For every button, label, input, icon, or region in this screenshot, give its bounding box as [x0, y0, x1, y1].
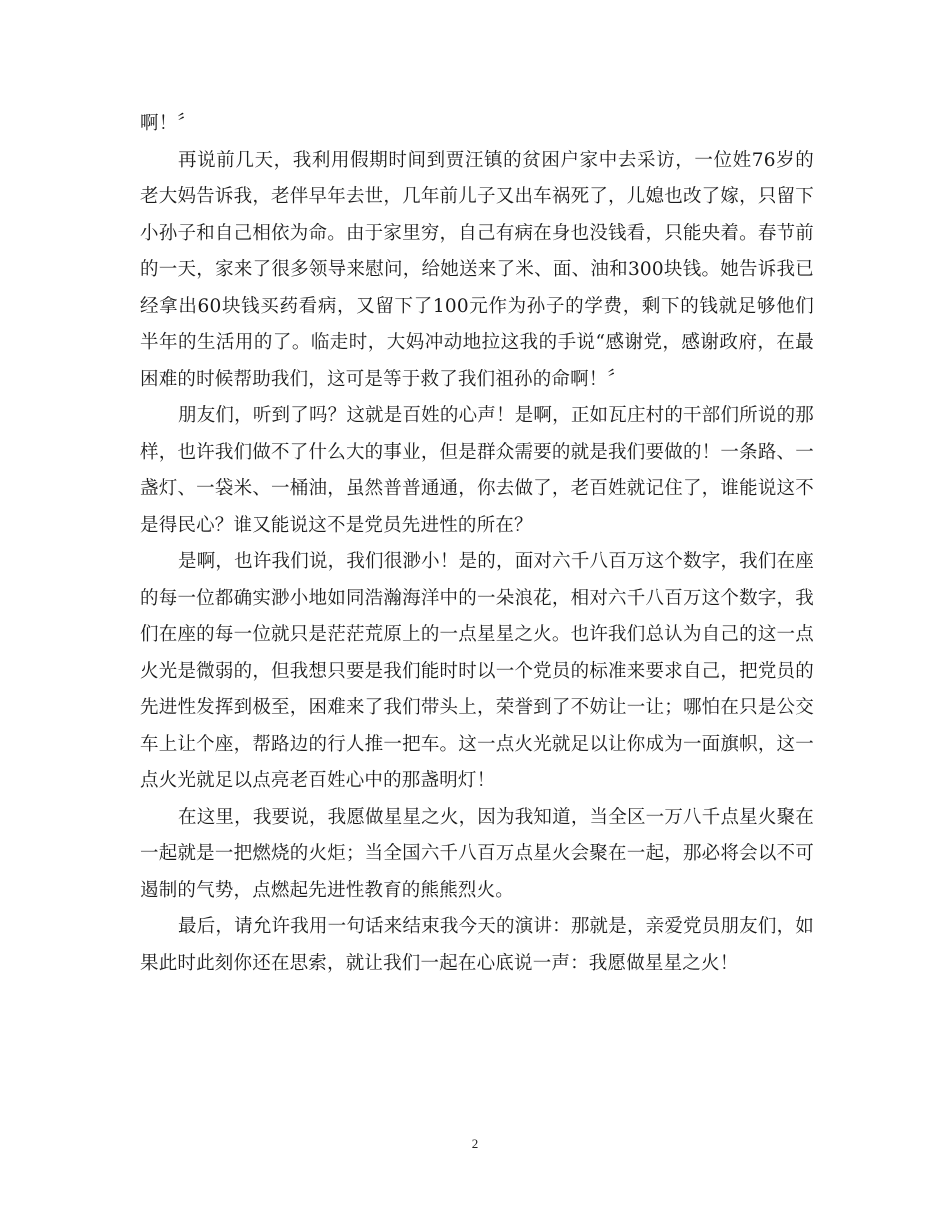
document-body — [140, 106, 814, 982]
paragraph-6: 最后，请允许我用一句话来结束我今天的演讲：那就是，亲爱党员朋友们，如果此时此刻你还在思索，就让我们一起在心底说一声：我愿做星星之火！ — [140, 916, 814, 974]
page-number: 2 — [471, 1136, 479, 1151]
paragraph-4: 是啊，也许我们说，我们很渺小！是的，面对六千八百万这个数字，我们在座的每一位都确实渺小地如同浩瀚海洋中的一朵浪花，相对六千八百万这个数字，我们在座的每一位就只是茫茫荒原上的一点星星之火。也许我们总认为自己的这一点火光是微弱的，但我想只要是我们能时时以一个党员的标准来要求自己，把党员的先进性发挥到极至，困难来了我们带头上，荣誉到了不妨让一让；哪怕在只是公交车上让个座，帮路边的行人推一把车。这一点火光就足以让你成为一面旗帜，这一点火光就足以点亮老百姓心中的那盏明灯！ — [140, 551, 814, 791]
paragraph-3: 朋友们，听到了吗？这就是百姓的心声！是啊，正如瓦庄村的干部们所说的那样，也许我们做不了什么大的事业，但是群众需要的就是我们要做的！一条路、一盏灯、一袋米、一桶油，虽然普普通通，你去做了，老百姓就记住了，谁能说这不是得民心？谁又能说这不是党员先进性的所在？ — [140, 405, 814, 536]
paragraph-1: 啊！〞 — [140, 113, 197, 134]
paragraph-5: 在这里，我要说，我愿做星星之火，因为我知道，当全区一万八千点星火聚在一起就是一把燃烧的火炬；当全国六千八百万点星火会聚在一起，那必将会以不可遏制的气势，点燃起先进性教育的熊熊烈火。 — [140, 806, 814, 901]
paragraph-2: 再说前几天，我利用假期时间到贾汪镇的贫困户家中去采访，一位姓76岁的老大妈告诉我，老伴早年去世，几年前儿子又出车祸死了，儿媳也改了嫁，只留下小孙子和自己相依为命。由于家里穷，自己有病在身也没钱看，只能央着。春节前的一天，家来了很多领导来慰问，给她送来了米、面、油和300块钱。她告诉我已经拿出60块钱买药看病，又留下了100元作为孙子的学费，剩下的钱就足够他们半年的生活用的了。临走时，大妈冲动地拉这我的手说“感谢党，感谢政府，在最困难的时候帮助我们，这可是等于救了我们祖孙的命啊！〞 — [140, 149, 814, 390]
